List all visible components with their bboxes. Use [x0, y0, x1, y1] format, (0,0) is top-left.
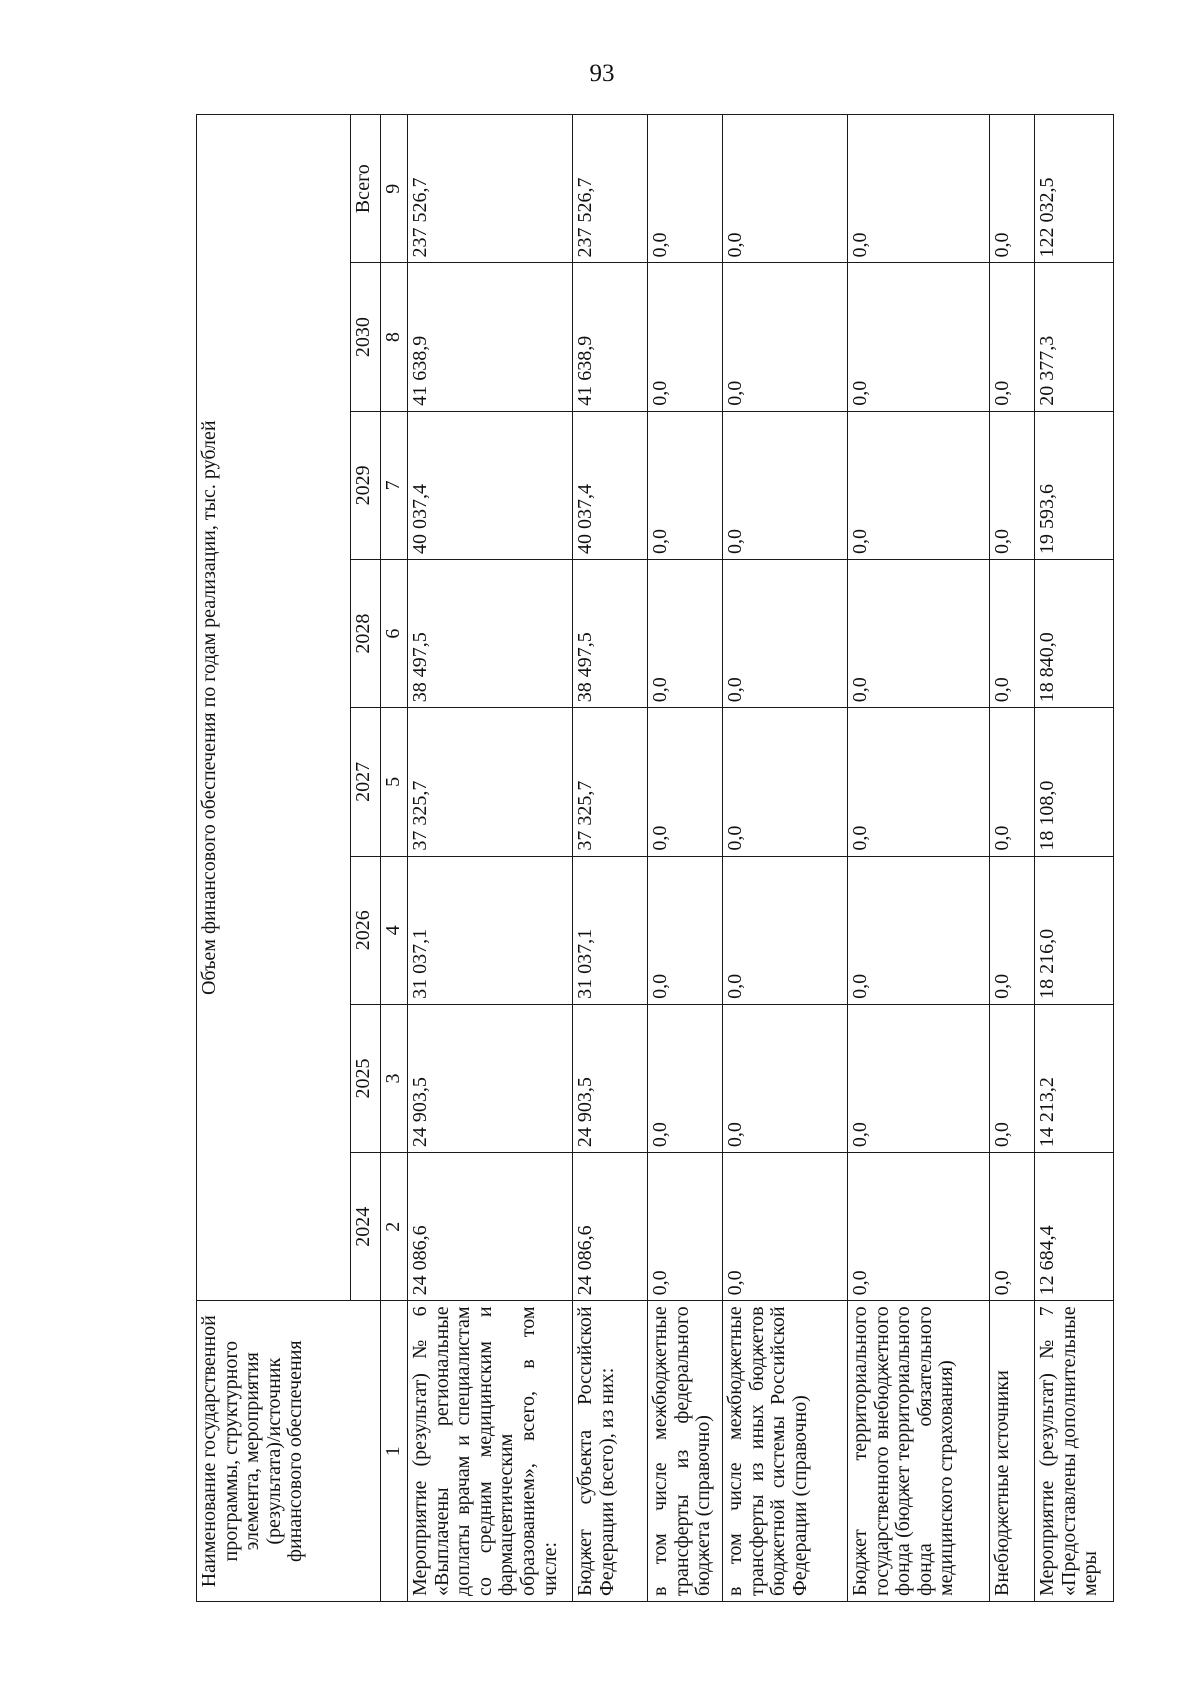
page-number: 93: [589, 60, 615, 87]
value-cell: 18 108,0: [1035, 708, 1114, 856]
value-cell: 0,0: [848, 856, 990, 1004]
column-number: 1: [381, 1301, 408, 1602]
financing-volume-header: Объем финансового обеспечения по годам реализации, тыс. рублей: [197, 115, 351, 1301]
row-name: в том числе межбюджетные трансферты из федерального бюджета (справочно): [648, 1301, 723, 1602]
value-cell: 18 216,0: [1035, 856, 1114, 1004]
value-cell: 38 497,5: [573, 560, 648, 708]
value-cell: 0,0: [648, 1004, 723, 1152]
value-cell: 0,0: [990, 708, 1035, 856]
value-cell: 24 903,5: [573, 1004, 648, 1152]
column-number: 2: [381, 1153, 408, 1301]
value-cell: 40 037,4: [408, 411, 573, 559]
name-column-header: Наименование государственной программы, структурного элемента, мероприятия (результата)/источник финансового обеспечения: [197, 1301, 381, 1602]
value-cell: 41 638,9: [408, 263, 573, 411]
value-cell: 19 593,6: [1035, 411, 1114, 559]
value-cell: 18 840,0: [1035, 560, 1114, 708]
table-row: [723, 115, 848, 1602]
total-cell: 0,0: [990, 115, 1035, 263]
value-cell: 31 037,1: [408, 856, 573, 1004]
value-cell: 0,0: [848, 411, 990, 559]
year-header: 2030: [351, 263, 381, 411]
value-cell: 0,0: [990, 1004, 1035, 1152]
value-cell: 0,0: [723, 411, 848, 559]
table-row: [1035, 115, 1114, 1602]
value-cell: 0,0: [648, 263, 723, 411]
column-number: 4: [381, 856, 408, 1004]
value-cell: 0,0: [990, 263, 1035, 411]
total-header: Всего: [351, 115, 381, 263]
total-cell: 122 032,5: [1035, 115, 1114, 263]
table-row: [408, 115, 573, 1602]
rotated-table-container: [196, 114, 1108, 1602]
total-cell: 237 526,7: [408, 115, 573, 263]
value-cell: 14 213,2: [1035, 1004, 1114, 1152]
table-row: [573, 115, 648, 1602]
value-cell: 0,0: [648, 708, 723, 856]
column-number: 6: [381, 560, 408, 708]
value-cell: 0,0: [648, 411, 723, 559]
value-cell: 0,0: [990, 1153, 1035, 1301]
value-cell: 0,0: [848, 1153, 990, 1301]
row-name: Внебюджетные источники: [990, 1301, 1035, 1602]
column-number: 9: [381, 115, 408, 263]
year-header: 2026: [351, 856, 381, 1004]
value-cell: 0,0: [990, 411, 1035, 559]
financing-table: [196, 114, 1114, 1602]
total-cell: 0,0: [848, 115, 990, 263]
total-cell: 0,0: [648, 115, 723, 263]
value-cell: 0,0: [990, 560, 1035, 708]
value-cell: 24 086,6: [573, 1153, 648, 1301]
value-cell: 0,0: [848, 1004, 990, 1152]
value-cell: 37 325,7: [408, 708, 573, 856]
table-row: [848, 115, 990, 1602]
value-cell: 31 037,1: [573, 856, 648, 1004]
value-cell: 0,0: [723, 856, 848, 1004]
year-header: 2029: [351, 411, 381, 559]
value-cell: 0,0: [848, 560, 990, 708]
value-cell: 0,0: [648, 1153, 723, 1301]
value-cell: 12 684,4: [1035, 1153, 1114, 1301]
table-row: [990, 115, 1035, 1602]
table-row: [648, 115, 723, 1602]
value-cell: 38 497,5: [408, 560, 573, 708]
value-cell: 0,0: [990, 856, 1035, 1004]
year-header: 2025: [351, 1004, 381, 1152]
total-cell: 237 526,7: [573, 115, 648, 263]
value-cell: 0,0: [723, 1153, 848, 1301]
value-cell: 0,0: [723, 263, 848, 411]
value-cell: 24 086,6: [408, 1153, 573, 1301]
row-name: Мероприятие (результат) № 6 «Выплачены региональные доплаты врачам и специалистам со средним медицинским и фармацевтическим образованием», всего, в том числе:: [408, 1301, 573, 1602]
value-cell: 0,0: [848, 263, 990, 411]
year-header: 2027: [351, 708, 381, 856]
year-header: 2024: [351, 1153, 381, 1301]
row-name: в том числе межбюджетные трансферты из иных бюджетов бюджетной системы Российской Федерации (справочно): [723, 1301, 848, 1602]
column-number: 7: [381, 411, 408, 559]
year-header: 2028: [351, 560, 381, 708]
value-cell: 37 325,7: [573, 708, 648, 856]
value-cell: 20 377,3: [1035, 263, 1114, 411]
column-number: 5: [381, 708, 408, 856]
value-cell: 0,0: [723, 708, 848, 856]
value-cell: 41 638,9: [573, 263, 648, 411]
row-name: Бюджет территориального государственного внебюджетного фонда (бюджет территориального фонда обязательного медицинского страхования): [848, 1301, 990, 1602]
value-cell: 0,0: [648, 560, 723, 708]
value-cell: 0,0: [848, 708, 990, 856]
total-cell: 0,0: [723, 115, 848, 263]
value-cell: 24 903,5: [408, 1004, 573, 1152]
value-cell: 0,0: [723, 560, 848, 708]
value-cell: 40 037,4: [573, 411, 648, 559]
value-cell: 0,0: [648, 856, 723, 1004]
value-cell: 0,0: [723, 1004, 848, 1152]
header-row: [197, 115, 351, 1602]
row-name: Мероприятие (результат) № 7 «Предоставлены дополнительные меры: [1035, 1301, 1114, 1602]
row-name: Бюджет субъекта Российской Федерации (всего), из них:: [573, 1301, 648, 1602]
column-number: 8: [381, 263, 408, 411]
column-number: 3: [381, 1004, 408, 1152]
column-number-row: [381, 115, 408, 1602]
